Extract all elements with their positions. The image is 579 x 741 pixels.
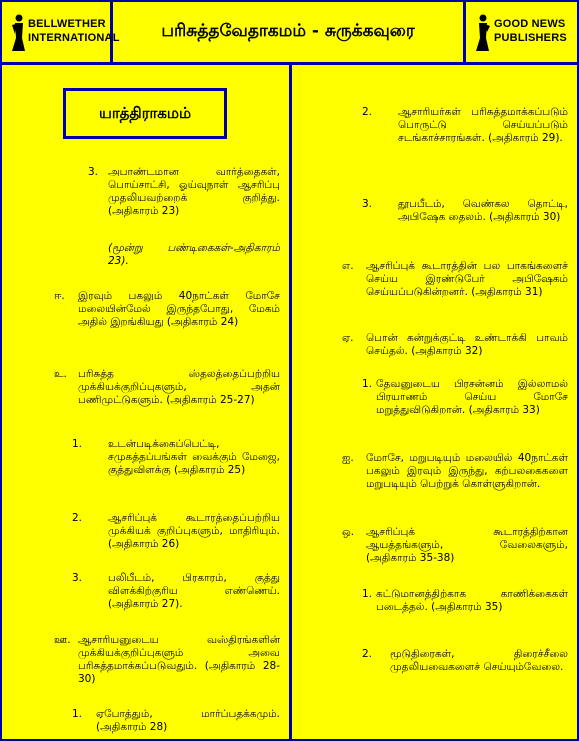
item-text: தேவனுடைய பிரசன்னம் இல்லாமல் பிரயாணம் செய்ய மோசே மறுத்துவிடுகிறான். (அதிகாரம் 33) [376, 378, 568, 416]
item-text: ஆசாரியனுடைய வஸ்திரங்களின் முக்கியக்குறிப்புகளும் அவை பரிசுத்தமாக்கப்படுவதும். (அதிகாரம் 28-30) [78, 634, 280, 685]
logo-text-line1: GOOD NEWS [494, 18, 566, 30]
logo-text-line2: INTERNATIONAL [28, 32, 120, 44]
item-marker: 1. [362, 378, 373, 390]
item-text: இரவும் பகலும் 40நாட்கள் மோசே மலையின்மேல் இருந்தபோது, மேகம் அதில் இறங்கியது (அதிகாரம் 24) [78, 290, 280, 328]
item-marker: எ. [342, 260, 354, 272]
item-text: மூடுதிரைகள், திரைச்சீலை முதலியவைகளைச் செய்யும்வேலை. [390, 648, 568, 673]
item-text: ஆசரிப்புக் கூடாரத்தின் பல பாகங்களைச் செய்ய இரண்டுபேர் அபிஷேகம் செய்யப்படுகின்றனர். (அதிகாரம் 31) [366, 260, 568, 298]
column-divider [289, 65, 292, 739]
item-text: உடன்படிக்கைப்பெட்டி, சமுகத்தப்பங்கள் வைக்கும் மேஜை, குத்துவிளக்கு (அதிகாரம் 25) [108, 438, 280, 476]
item-text: ஆசரிப்புக் கூடாரத்தைப்பற்றிய முக்கியக் குறிப்புகளும், மாதிரியும். (அதிகாரம் 26) [108, 512, 280, 550]
header-bar [2, 2, 577, 65]
item-marker: ஒ. [342, 526, 355, 538]
item-text: அபாண்டமான வார்த்தைகள், பொய்சாட்சி, ஓய்வுநாள் ஆசரிப்பு முதலியவற்றைக் குறித்து. (அதிகாரம் 23) [108, 166, 280, 217]
item-marker: 3. [72, 572, 83, 584]
item-text: ஆசரிப்புக் கூடாரத்திற்கான ஆயத்தங்களும், வேலைகளும், (அதிகாரம் 35-38) [366, 526, 568, 564]
bellwether-figure-icon [10, 14, 26, 52]
item-marker: 3. [362, 198, 373, 210]
section-title: யாத்திராகமம் [63, 88, 227, 139]
item-text: மோசே, மறுபடியும் மலையில் 40நாட்கள் பகலும் இரவும் இருந்து, கற்பலகைகளை மறுபடியும் பெற்றுக் கொள்ளுகிறான். [366, 452, 568, 490]
page-title: பரிசுத்தவேதாகமம் - சுருக்கவுரை [161, 21, 415, 41]
item-text: பலிபீடம், பிரகாரம், குத்து விளக்கிற்குரிய எண்ணெய். (அதிகாரம் 27). [108, 572, 280, 610]
good-news-logo [463, 2, 579, 62]
item-text: பரிசுத்த ஸ்தலத்தைப்பற்றிய முக்கியக்குறிப்புகளும், அதன் பணிமுட்டுகளும். (அதிகாரம் 25-27) [78, 368, 280, 406]
item-marker: 3. [88, 166, 99, 178]
item-marker: 2. [362, 648, 373, 660]
item-marker: 1. [72, 438, 83, 450]
item-marker: 2. [72, 512, 83, 524]
item-text: கட்டுமானத்திற்காக காணிக்கைகள் படைத்தல். (அதிகாரம் 35) [376, 588, 568, 613]
item-marker: ஐ. [342, 452, 354, 464]
item-marker: 2. [362, 106, 373, 118]
item-text: ஆசாரியர்கள் பரிசுத்தமாக்கப்படும் பொருட்டு செய்யப்படும் சடங்காச்சாரங்கள். (அதிகாரம் 29). [398, 106, 568, 144]
item-marker: ஈ. [54, 290, 65, 302]
item-marker: ஏ. [342, 332, 354, 344]
item-marker: ஊ. [54, 634, 71, 646]
bellwether-logo [2, 2, 120, 62]
item-marker: உ. [54, 368, 67, 380]
item-text: பொன் கன்றுக்குட்டி உண்டாக்கி பாவம் செய்தல். (அதிகாரம் 32) [366, 332, 568, 357]
good-news-figure-icon [474, 14, 490, 52]
logo-text-line2: PUBLISHERS [494, 32, 567, 44]
item-text: (மூன்று பண்டிகைகள்-அதிகாரம் 23). [108, 242, 280, 267]
item-text: தூபபீடம், வெண்கல தொட்டி, அபிஷேக தைலம். (அதிகாரம் 30) [398, 198, 568, 223]
item-marker: 1. [72, 708, 83, 720]
item-marker: 1. [362, 588, 373, 600]
logo-text-line1: BELLWETHER [28, 18, 106, 30]
item-text: ஏபோத்தும், மார்ப்பதக்கமும். (அதிகாரம் 28) [96, 708, 280, 733]
